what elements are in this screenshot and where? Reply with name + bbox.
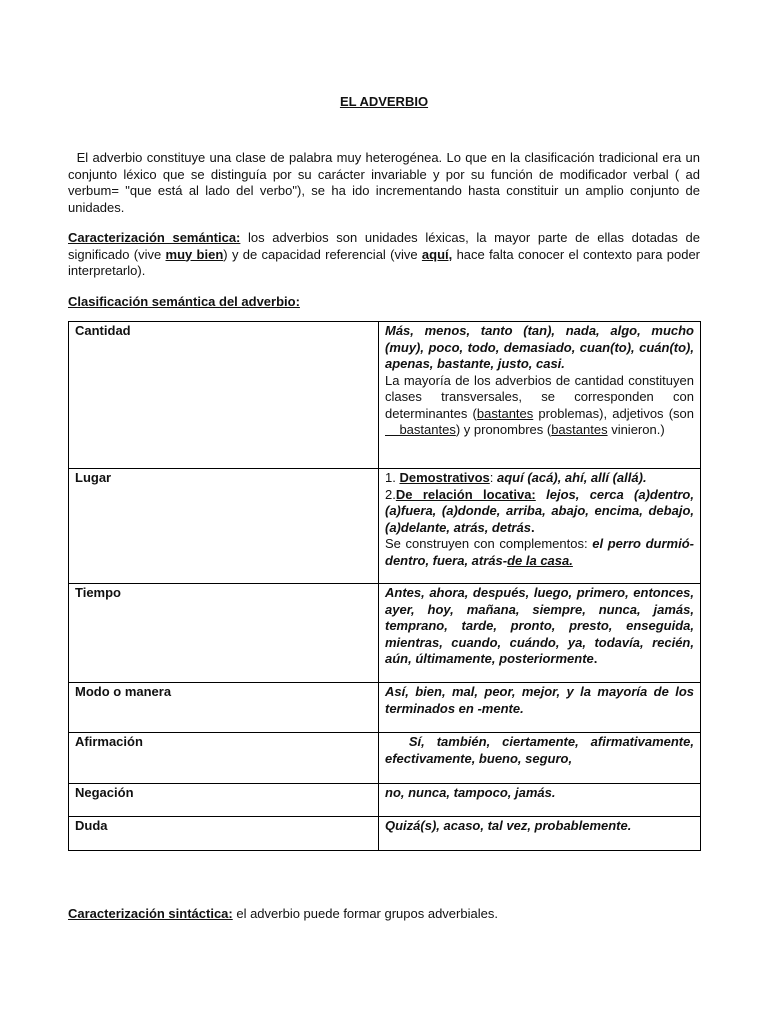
adverb-list: lejos, cerca (a)dentro, (a)fuera, (a)donde, arriba, abajo, encima, debajo, (a)delante, atrás, detrás bbox=[385, 486, 694, 535]
table-row bbox=[69, 817, 701, 851]
table-row bbox=[69, 584, 701, 683]
subclass-label: Demostrativos bbox=[399, 470, 490, 485]
item-number: 1. bbox=[385, 470, 400, 485]
intro-text: El adverbio constituye una clase de palabra muy heterogénea. Lo que en la clasificación tradicional era un conjunto léxico que se distinguía por su carácter invariable y por su función de modificador verbal ( ad verbum= "que está al lado del verbo"), se ha ido incrementando hasta constituir un amplio conjunto de unidades. bbox=[68, 150, 700, 215]
row-key: Tiempo bbox=[69, 584, 379, 683]
table-row bbox=[69, 784, 701, 817]
note-text: ) y pronombres ( bbox=[455, 422, 552, 437]
note-example: bastantes bbox=[476, 405, 534, 421]
row-value: Así, bien, mal, peor, mejor, y la mayoría de los terminados en -mente. bbox=[379, 683, 701, 733]
adverb-list: Antes, ahora, después, luego, primero, entonces, ayer, hoy, mañana, siempre, nunca, jamás, temprano, tarde, pronto, presto, enseguida, mientras, cuando, cuándo, ya, todavía, recién, aún, últimamente, posteriormente bbox=[385, 585, 694, 666]
syntactic-paragraph bbox=[68, 906, 700, 923]
row-key: Afirmación bbox=[69, 733, 379, 784]
row-value: Quizá(s), acaso, tal vez, probablemente. bbox=[379, 817, 701, 851]
row-key: Negación bbox=[69, 784, 379, 817]
punctuation: . bbox=[530, 519, 535, 535]
syntactic-text: el adverbio puede formar grupos adverbiales. bbox=[232, 906, 498, 921]
classification-heading: Clasificación semántica del adverbio: bbox=[68, 294, 300, 309]
note-example: bastantes bbox=[385, 422, 456, 437]
row-value: Sí, también, ciertamente, afirmativamente, efectivamente, bueno, seguro, bbox=[379, 733, 701, 784]
row-value: no, nunca, tampoco, jamás. bbox=[379, 784, 701, 817]
semantic-text-3: hace falta conocer el contexto para poder interpretarlo). bbox=[68, 246, 701, 278]
subclass-label: De relación locativa: bbox=[395, 486, 536, 502]
item-number: 2. bbox=[385, 486, 396, 502]
adverb-list: Más, menos, tanto (tan), nada, algo, mucho (muy), poco, todo, demasiado, cuan(to), cuán(to), apenas, bastante, justo, casi. bbox=[385, 323, 694, 371]
row-key: Modo o manera bbox=[69, 683, 379, 733]
classification-table bbox=[68, 321, 701, 851]
semantic-label: Caracterización semántica: bbox=[68, 230, 241, 245]
row-key: Lugar bbox=[69, 469, 379, 584]
example-complement: de la casa. bbox=[507, 552, 573, 568]
table-row bbox=[69, 469, 701, 584]
semantic-text-1: los adverbios son unidades léxicas, la mayor parte de ellas dotadas de significado (vive bbox=[68, 230, 700, 262]
example-sentence: el perro durmió-dentro, fuera, atrás- bbox=[385, 536, 694, 568]
note-text: Se construyen con complementos: bbox=[385, 536, 593, 551]
note-text: problemas), adjetivos (son bbox=[533, 405, 694, 421]
semantic-paragraph bbox=[68, 230, 700, 280]
semantic-example-2: aquí, bbox=[421, 246, 453, 262]
punctuation: : bbox=[489, 470, 498, 485]
syntactic-label: Caracterización sintáctica: bbox=[68, 906, 233, 921]
adverb-list: aquí (acá), ahí, allí (allá). bbox=[497, 470, 647, 485]
note-text: vinieron.) bbox=[607, 422, 665, 437]
row-value bbox=[379, 322, 701, 469]
row-value bbox=[379, 469, 701, 584]
row-key: Cantidad bbox=[69, 322, 379, 469]
punctuation: . bbox=[593, 651, 598, 666]
semantic-text-2: ) y de capacidad referencial (vive bbox=[223, 246, 422, 262]
note-example: bastantes bbox=[551, 422, 608, 437]
table-row bbox=[69, 683, 701, 733]
intro-paragraph bbox=[68, 150, 700, 216]
semantic-example-1: muy bien bbox=[165, 246, 224, 262]
table-row bbox=[69, 322, 701, 469]
table-row bbox=[69, 733, 701, 784]
note-text: La mayoría de los adverbios de cantidad constituyen clases transversales, se corresponden con determinantes ( bbox=[385, 372, 694, 421]
page-title: EL ADVERBIO bbox=[339, 94, 429, 109]
row-key: Duda bbox=[69, 817, 379, 851]
row-value bbox=[379, 584, 701, 683]
